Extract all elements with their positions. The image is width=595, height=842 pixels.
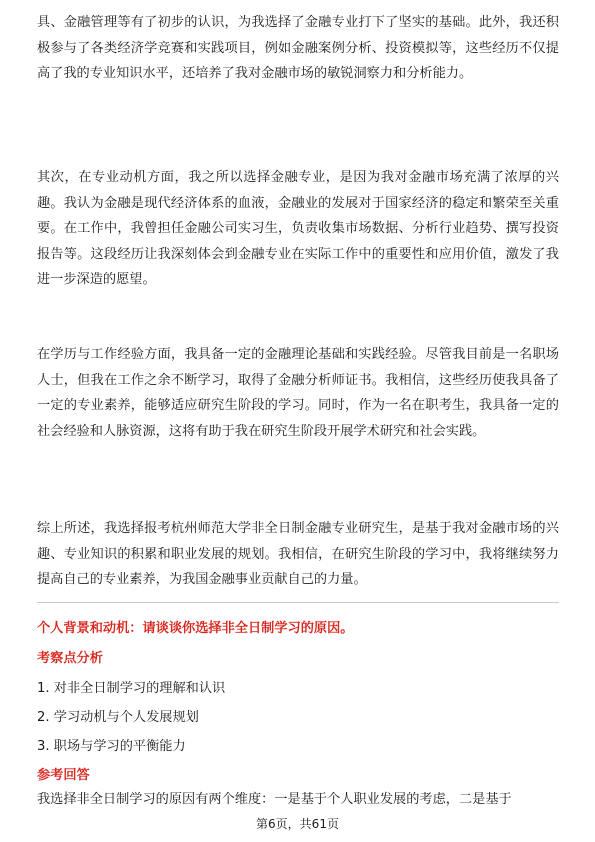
body-paragraph-3: 在学历与工作经验方面，我具备一定的金融理论基础和实践经验。尽管我目前是一名职场人士，但我在工作之余不断学习，取得了金融分析师证书。我相信，这些经历使我具备了一定的专业素养，能够适应研究生阶段的学习。同时，作为一名在职考生，我具备一定的社会经验和人脉资源，这将有助于我在研究生阶段开展学术研究和社会实践。 (37, 347, 559, 439)
analysis-heading: 考察点分析 (37, 651, 103, 666)
analysis-point: 2. 学习动机与个人发展规划 (37, 710, 199, 725)
answer-heading: 参考回答 (37, 768, 90, 783)
body-paragraph-4: 综上所述，我选择报考杭州师范大学非全日制金融专业研究生，是基于我对金融市场的兴趣、专业知识的积累和职业发展的规划。我相信，在研究生阶段的学习中，我将继续努力提高自己的专业素养，为我国金融事业贡献自己的力量。 (37, 521, 559, 587)
page-footer: 第6页，共61页 (256, 817, 339, 831)
answer-text: 我选择非全日制学习的原因有两个维度：一是基于个人职业发展的考虑，二是基于 (37, 792, 512, 807)
analysis-point: 3. 职场与学习的平衡能力 (37, 739, 186, 754)
section-divider (37, 602, 559, 603)
analysis-points-list (37, 674, 225, 761)
body-paragraph-1: 具、金融管理等有了初步的认识，为我选择了金融专业打下了坚实的基础。此外，我还积极参与了各类经济学竞赛和实践项目，例如金融案例分析、投资模拟等，这些经历不仅提高了我的专业知识水平，还培养了我对金融市场的敏锐洞察力和分析能力。 (37, 15, 559, 81)
question-title: 个人背景和动机：请谈谈你选择非全日制学习的原因。 (37, 621, 354, 636)
analysis-point: 1. 对非全日制学习的理解和认识 (37, 681, 226, 696)
body-paragraph-2: 其次，在专业动机方面，我之所以选择金融专业，是因为我对金融市场充满了浓厚的兴趣。我认为金融是现代经济体系的血液，金融业的发展对于国家经济的稳定和繁荣至关重要。在工作中，我曾担任金融公司实习生，负责收集市场数据、分析行业趋势、撰写投资报告等。这段经历让我深刻体会到金融专业在实际工作中的重要性和应用价值，激发了我进一步深造的愿望。 (37, 170, 559, 287)
